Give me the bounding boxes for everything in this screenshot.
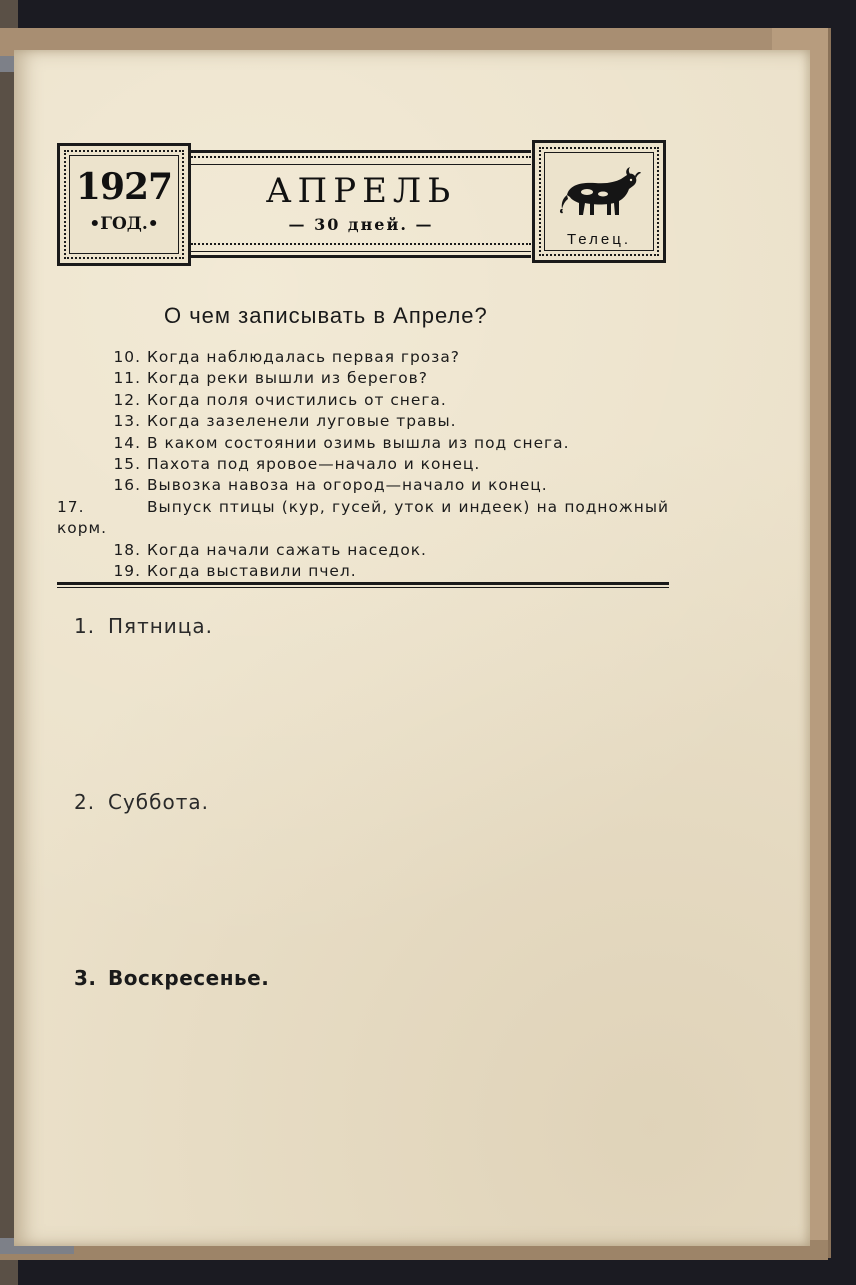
calendar-page (14, 50, 810, 1246)
list-item: 17. Выпуск птицы (кур, гусей, уток и индеек) на подножный корм. (57, 497, 669, 538)
list-item: 15. Пахота под яровое—начало и конец. (113, 455, 481, 474)
list-item: 14. В каком состоянии озимь вышла из под снега. (113, 433, 570, 452)
month-days-count: — 30 дней. — (288, 215, 434, 234)
list-item: 11. Когда реки вышли из берегов? (113, 369, 428, 388)
list-item: 12. Когда поля очистились от снега. (113, 390, 447, 409)
year-number: 1927 (75, 166, 173, 208)
day-entry-3: 3. Воскресенье. (74, 966, 270, 990)
notes-list (57, 347, 669, 582)
list-item: 19. Когда выставили пчел. (113, 562, 357, 581)
month-banner (191, 150, 531, 258)
divider (57, 587, 669, 588)
year-word: •ГОД.• (89, 214, 159, 234)
list-item: 16. Вывозка навоза на огород—начало и конец. (113, 476, 548, 495)
zodiac-label: Телец. (566, 231, 632, 248)
zodiac-box (532, 140, 666, 263)
section-heading: О чем записывать в Апреле? (164, 303, 488, 328)
year-box (57, 143, 191, 266)
divider (57, 582, 669, 585)
day-entry-2: 2. Суббота. (74, 790, 209, 814)
list-item: 13. Когда зазеленели луговые травы. (113, 412, 457, 431)
list-item: 18. Когда начали сажать наседок. (113, 540, 427, 559)
day-entry-1: 1. Пятница. (74, 614, 214, 638)
list-item: 10. Когда наблюдалась первая гроза? (113, 348, 460, 366)
bull-icon (557, 165, 641, 223)
month-title: АПРЕЛЬ (265, 171, 457, 211)
